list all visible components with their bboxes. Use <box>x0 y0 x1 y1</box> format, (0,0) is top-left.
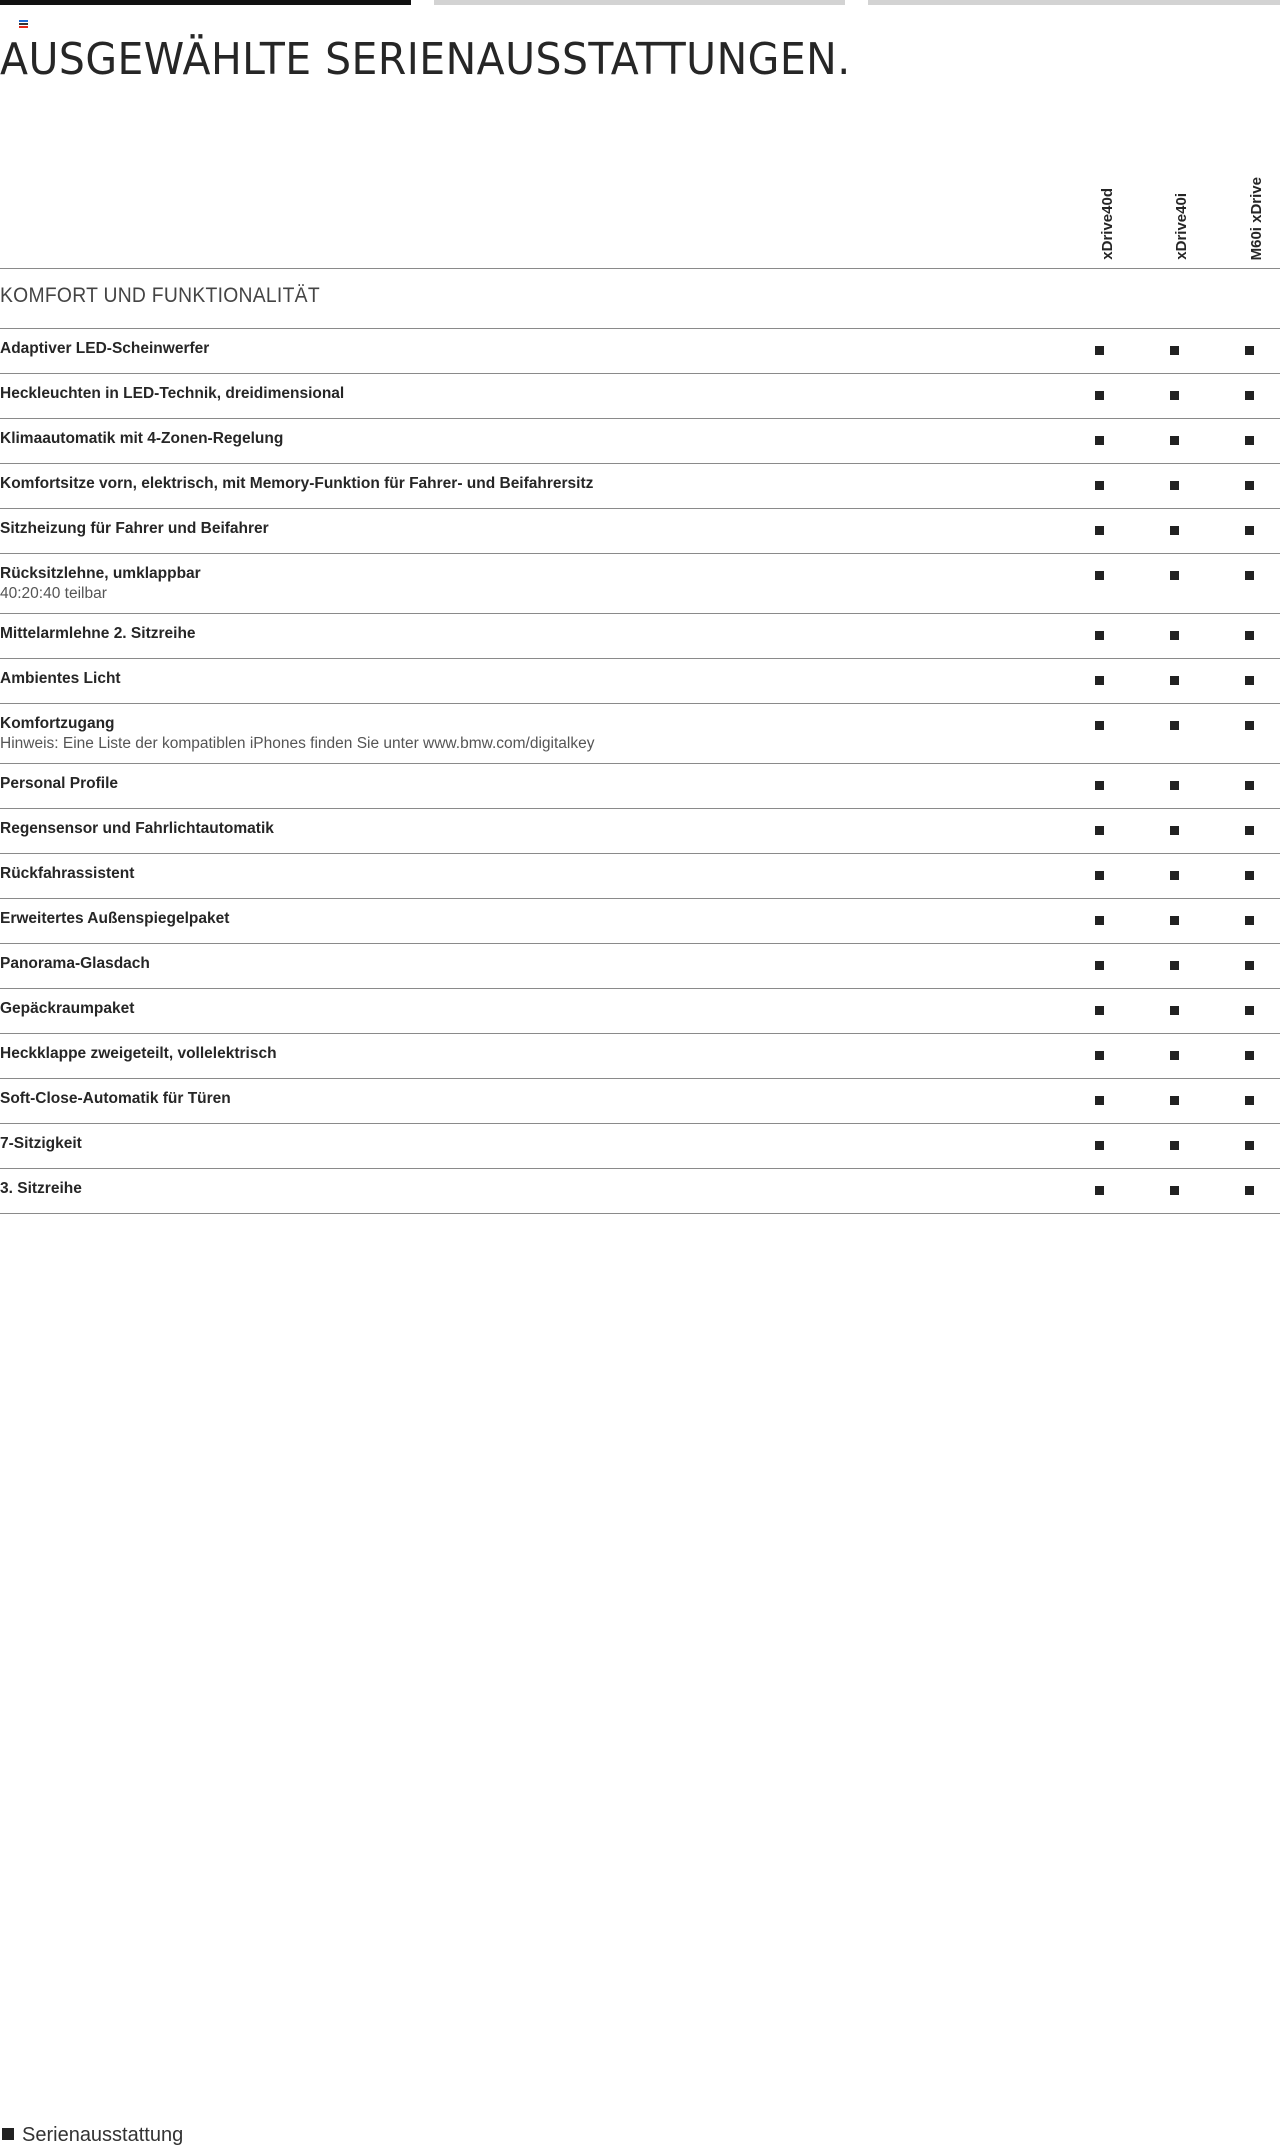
standard-equipment-mark <box>1245 571 1254 580</box>
standard-equipment-mark <box>1095 1096 1104 1105</box>
standard-equipment-mark <box>1170 781 1179 790</box>
row-label: Komfortsitze vorn, elektrisch, mit Memory-Funktion für Fahrer- und Beifahrersitz <box>0 475 594 492</box>
standard-equipment-mark <box>1170 346 1179 355</box>
column-header-label: xDrive40d <box>1099 188 1116 260</box>
table-row <box>0 899 1280 944</box>
standard-equipment-mark <box>1245 871 1254 880</box>
standard-equipment-mark <box>1170 436 1179 445</box>
table-row <box>0 1169 1280 1214</box>
table-row <box>0 1124 1280 1169</box>
table-row <box>0 944 1280 989</box>
row-label: Rückfahrassistent <box>0 865 135 882</box>
page-title: AUSGEWÄHLTE SERIENAUSSTATTUNGEN. <box>0 34 851 85</box>
standard-equipment-mark <box>1095 721 1104 730</box>
header-divider <box>0 268 1280 269</box>
standard-equipment-mark <box>1170 676 1179 685</box>
standard-equipment-mark <box>1245 391 1254 400</box>
row-label: Heckklappe zweigeteilt, vollelektrisch <box>0 1045 277 1062</box>
standard-equipment-mark <box>1245 1006 1254 1015</box>
standard-equipment-mark <box>1170 871 1179 880</box>
row-label: Heckleuchten in LED-Technik, dreidimensional <box>0 385 345 402</box>
standard-equipment-mark <box>1245 1051 1254 1060</box>
row-note: Hinweis: Eine Liste der kompatiblen iPhones finden Sie unter www.bmw.com/digitalkey <box>0 735 595 752</box>
table-row <box>0 464 1280 509</box>
standard-equipment-mark <box>1170 916 1179 925</box>
standard-equipment-mark <box>1170 1186 1179 1195</box>
standard-equipment-mark <box>1170 571 1179 580</box>
progress-segment <box>434 0 845 5</box>
standard-equipment-mark <box>1095 1186 1104 1195</box>
standard-equipment-mark <box>1095 346 1104 355</box>
row-label: Ambientes Licht <box>0 670 121 687</box>
standard-equipment-mark <box>1245 1096 1254 1105</box>
table-row <box>0 329 1280 374</box>
table-row <box>0 419 1280 464</box>
standard-equipment-mark <box>1170 526 1179 535</box>
standard-equipment-mark <box>1170 391 1179 400</box>
standard-equipment-mark <box>1245 346 1254 355</box>
standard-equipment-mark <box>1095 961 1104 970</box>
table-row <box>0 659 1280 704</box>
standard-equipment-mark <box>1095 1051 1104 1060</box>
table-row <box>0 554 1280 614</box>
table-row <box>0 374 1280 419</box>
standard-equipment-mark <box>1095 631 1104 640</box>
legend-label: Serienausstattung <box>22 2124 184 2146</box>
row-label: Komfortzugang <box>0 715 115 732</box>
table-row <box>0 1034 1280 1079</box>
standard-equipment-mark <box>1170 481 1179 490</box>
table-row <box>0 704 1280 764</box>
standard-equipment-mark <box>1095 526 1104 535</box>
standard-equipment-mark <box>1245 721 1254 730</box>
table-row <box>0 509 1280 554</box>
standard-equipment-mark <box>1170 1141 1179 1150</box>
standard-equipment-mark <box>1095 781 1104 790</box>
standard-equipment-mark <box>1095 571 1104 580</box>
standard-equipment-mark <box>1245 1186 1254 1195</box>
row-label: Erweitertes Außenspiegelpaket <box>0 910 230 927</box>
standard-equipment-mark <box>1095 481 1104 490</box>
table-row <box>0 1079 1280 1124</box>
standard-equipment-mark <box>1170 961 1179 970</box>
column-header-m60i-xdrive <box>1242 160 1272 260</box>
standard-equipment-mark <box>1245 916 1254 925</box>
standard-equipment-mark <box>1245 526 1254 535</box>
standard-equipment-mark <box>1245 826 1254 835</box>
row-label: 3. Sitzreihe <box>0 1180 82 1197</box>
row-label: Soft-Close-Automatik für Türen <box>0 1090 231 1107</box>
progress-segment <box>868 0 1280 5</box>
row-label: Klimaautomatik mit 4-Zonen-Regelung <box>0 430 284 447</box>
standard-equipment-mark <box>1170 721 1179 730</box>
column-header-xdrive40i <box>1167 160 1197 260</box>
standard-equipment-mark <box>1095 436 1104 445</box>
standard-equipment-mark <box>1245 781 1254 790</box>
row-label: Panorama-Glasdach <box>0 955 150 972</box>
column-header-label: M60i xDrive <box>1248 176 1265 260</box>
progress-segment-active <box>0 0 411 5</box>
standard-equipment-mark <box>1095 1006 1104 1015</box>
section-title: KOMFORT UND FUNKTIONALITÄT <box>0 284 320 307</box>
standard-equipment-mark <box>1245 631 1254 640</box>
standard-equipment-mark <box>1170 1006 1179 1015</box>
standard-equipment-mark <box>1170 1096 1179 1105</box>
standard-equipment-mark <box>1095 826 1104 835</box>
row-note: 40:20:40 teilbar <box>0 585 107 602</box>
standard-equipment-mark <box>1095 1141 1104 1150</box>
row-label: Adaptiver LED-Scheinwerfer <box>0 340 210 357</box>
row-label: Rücksitzlehne, umklappbar <box>0 565 201 582</box>
row-label: Personal Profile <box>0 775 119 792</box>
column-header-xdrive40d <box>1093 160 1123 260</box>
table-row <box>0 989 1280 1034</box>
flag-icon <box>19 20 28 29</box>
row-label: Sitzheizung für Fahrer und Beifahrer <box>0 520 269 537</box>
row-label: 7-Sitzigkeit <box>0 1135 82 1152</box>
standard-equipment-mark <box>1245 481 1254 490</box>
standard-equipment-mark <box>1245 1141 1254 1150</box>
standard-equipment-mark <box>1245 961 1254 970</box>
standard-equipment-mark <box>1095 871 1104 880</box>
standard-equipment-mark <box>1170 826 1179 835</box>
row-label: Regensensor und Fahrlichtautomatik <box>0 820 274 837</box>
table-row <box>0 809 1280 854</box>
standard-equipment-mark <box>1245 676 1254 685</box>
standard-equipment-mark <box>1245 436 1254 445</box>
standard-equipment-mark <box>1170 631 1179 640</box>
standard-equipment-mark <box>1095 676 1104 685</box>
standard-equipment-square-icon <box>2 2128 14 2140</box>
column-header-label: xDrive40i <box>1173 193 1190 260</box>
table-row <box>0 854 1280 899</box>
standard-equipment-mark <box>1095 916 1104 925</box>
standard-equipment-mark <box>1095 391 1104 400</box>
row-label: Mittelarmlehne 2. Sitzreihe <box>0 625 196 642</box>
table-row <box>0 614 1280 659</box>
standard-equipment-mark <box>1170 1051 1179 1060</box>
table-row <box>0 764 1280 809</box>
legend <box>2 2124 183 2147</box>
row-label: Gepäckraumpaket <box>0 1000 135 1017</box>
